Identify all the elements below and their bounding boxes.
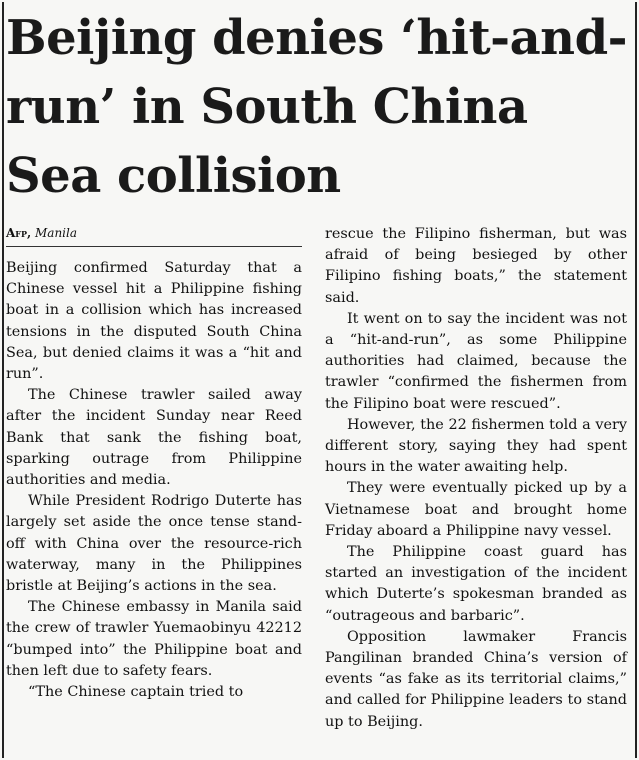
paragraph: It went on to say the incident was not a “hit-and-run”, as some Philippine authorities had claimed, because the trawler “confirmed the fishermen from the Filipino boat were rescued”.	[325, 310, 627, 412]
byline	[6, 222, 302, 247]
article-column-1	[6, 258, 302, 703]
headline: Beijing denies ‘hit-and-run’ in South China Sea collision	[6, 10, 628, 204]
paragraph: The Philippine coast guard has started an investigation of the incident which Duterte’s spokesman branded as “outrageous and barbaric”.	[325, 544, 627, 624]
paragraph: Opposition lawmaker Francis Pangilinan branded China’s version of events “as fake as its territorial claims,” and called for Philippine leaders to stand up to Beijing.	[325, 628, 627, 730]
paragraph: “The Chinese captain tried to	[28, 684, 244, 701]
byline-location: Manila	[35, 226, 78, 240]
byline-agency: Afp,	[6, 226, 32, 240]
paragraph: rescue the Filipino fisherman, but was afraid of being besieged by other Filipino fishing boats,” the statement said.	[325, 226, 627, 306]
paragraph: While President Rodrigo Duterte has largely set aside the once tense stand-off with China over the resource-rich waterway, many in the Philippines bristle at Beijing’s actions in the sea.	[6, 493, 302, 595]
paragraph: Beijing confirmed Saturday that a Chinese vessel hit a Philippine fishing boat in a collision which has increased tensions in the disputed South China Sea, but denied claims it was a “hit and run”.	[6, 260, 302, 383]
paragraph: However, the 22 fishermen told a very different story, saying they had spent hours in the water awaiting help.	[325, 416, 627, 476]
paragraph: The Chinese trawler sailed away after the incident Sunday near Reed Bank that sank the fishing boat, sparking outrage from Philippine authorities and media.	[6, 387, 302, 489]
paragraph: The Chinese embassy in Manila said the crew of trawler Yuemaobinyu 42212 “bumped into” the Philippine boat and then left due to safety fears.	[6, 599, 302, 679]
paragraph: They were eventually picked up by a Vietnamese boat and brought home Friday aboard a Philippine navy vessel.	[325, 480, 627, 539]
article-column-2	[325, 224, 627, 733]
